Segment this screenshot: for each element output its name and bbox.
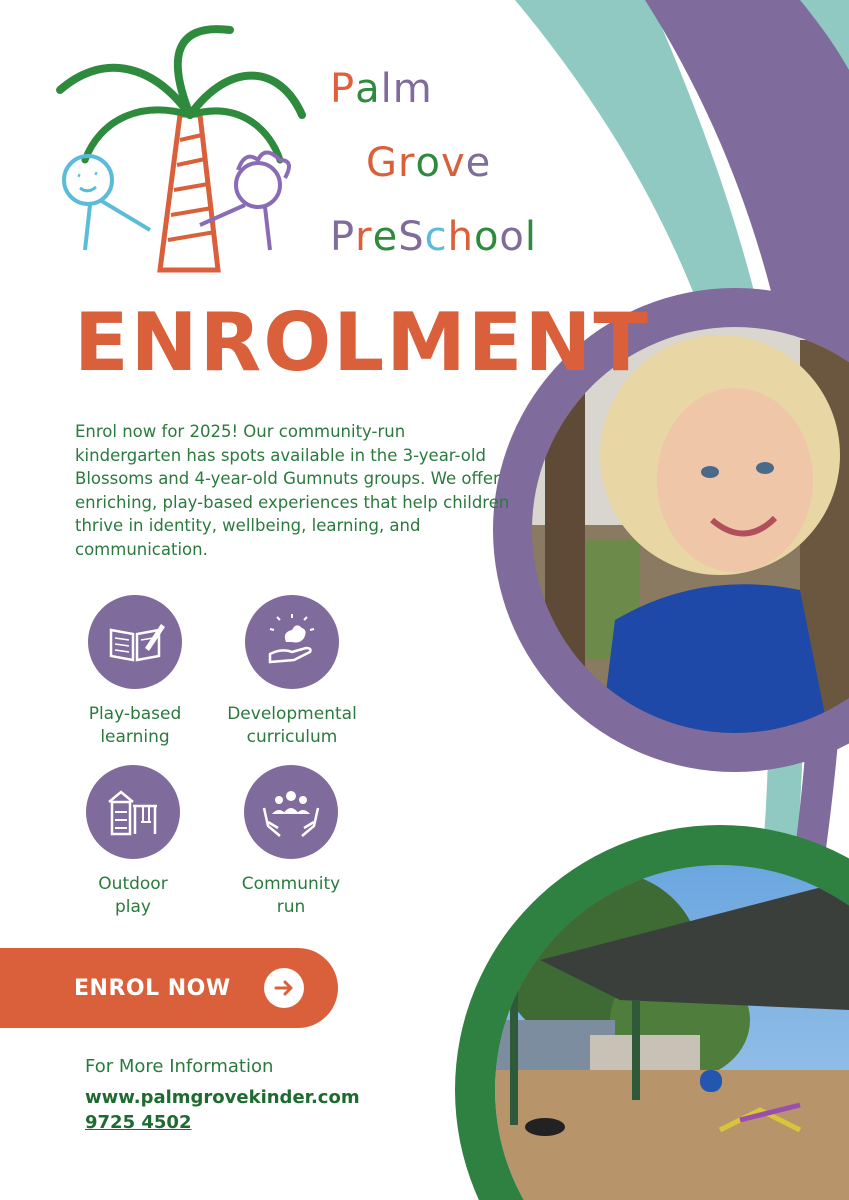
feature-label [207, 703, 377, 749]
brand-letter: G [366, 140, 398, 186]
brand-letter: r [398, 140, 416, 186]
website-link[interactable]: www.palmgrovekinder.com [85, 1087, 360, 1108]
brand-letter: S [398, 214, 425, 260]
feature-label-line: Developmental [227, 704, 357, 724]
contact-info [85, 1056, 360, 1133]
brand-letter: l [380, 66, 393, 112]
intro-paragraph: Enrol now for 2025! Our community-run kindergarten has spots available in the 3-year-old Blossoms and 4-year-old Gumnuts groups. We offer enriching, play-based experiences that help children thrive in identity, wellbeing, learning, and communication. [75, 422, 510, 559]
preschool-name [330, 52, 537, 274]
brand-letter: o [415, 140, 441, 186]
brand-letter: h [447, 214, 474, 260]
brand-letter: m [392, 66, 433, 112]
feature-label-line: learning [100, 727, 170, 747]
brand-letter: e [465, 140, 492, 186]
page-title: ENROLMENT [74, 296, 650, 389]
feature-label-line: Outdoor [98, 874, 168, 894]
brand-letter: P [330, 66, 356, 112]
feature-icon-circle [245, 595, 339, 689]
feature-label-line: Play-based [88, 704, 182, 724]
feature-label-line: play [115, 897, 151, 917]
palm-tree-logo [40, 20, 310, 280]
feature-label-line: Community [241, 874, 341, 894]
feature-icon-circle [244, 765, 338, 859]
feature-label [206, 873, 376, 919]
brand-letter: o [473, 214, 500, 260]
contact-title: For More Information [85, 1056, 274, 1077]
brand-letter: P [330, 214, 356, 260]
feature-label-line: run [276, 897, 306, 917]
playground-icon [103, 782, 163, 842]
enrol-now-button[interactable] [0, 948, 338, 1028]
brand-letter: o [499, 214, 525, 260]
feature-icon-circle [86, 765, 180, 859]
brand-letter: v [440, 140, 466, 186]
community-hands-icon [260, 782, 322, 842]
feature-play-based-learning [50, 595, 220, 749]
enrol-now-label: ENROL NOW [74, 975, 231, 1001]
child-figure-purple [236, 163, 280, 207]
brand-letter: a [355, 66, 381, 112]
book-pencil-icon [105, 612, 165, 672]
hand-growth-icon [262, 612, 322, 672]
feature-developmental-curriculum [207, 595, 377, 749]
brand-line-1 [330, 52, 537, 126]
child-figure-blue [64, 156, 112, 204]
brand-letter: r [355, 214, 373, 260]
feature-icon-circle [88, 595, 182, 689]
phone-link[interactable]: 9725 4502 [85, 1112, 192, 1133]
arrow-right-icon [264, 968, 304, 1008]
brand-line-3 [330, 200, 537, 274]
feature-label [48, 873, 218, 919]
feature-label-line: curriculum [246, 727, 338, 747]
feature-community-run [206, 765, 376, 919]
brand-line-2 [330, 126, 537, 200]
feature-outdoor-play [48, 765, 218, 919]
brand-letter: c [424, 214, 448, 260]
brand-letter: l [524, 214, 538, 260]
feature-label [50, 703, 220, 749]
brand-letter: e [372, 214, 399, 260]
